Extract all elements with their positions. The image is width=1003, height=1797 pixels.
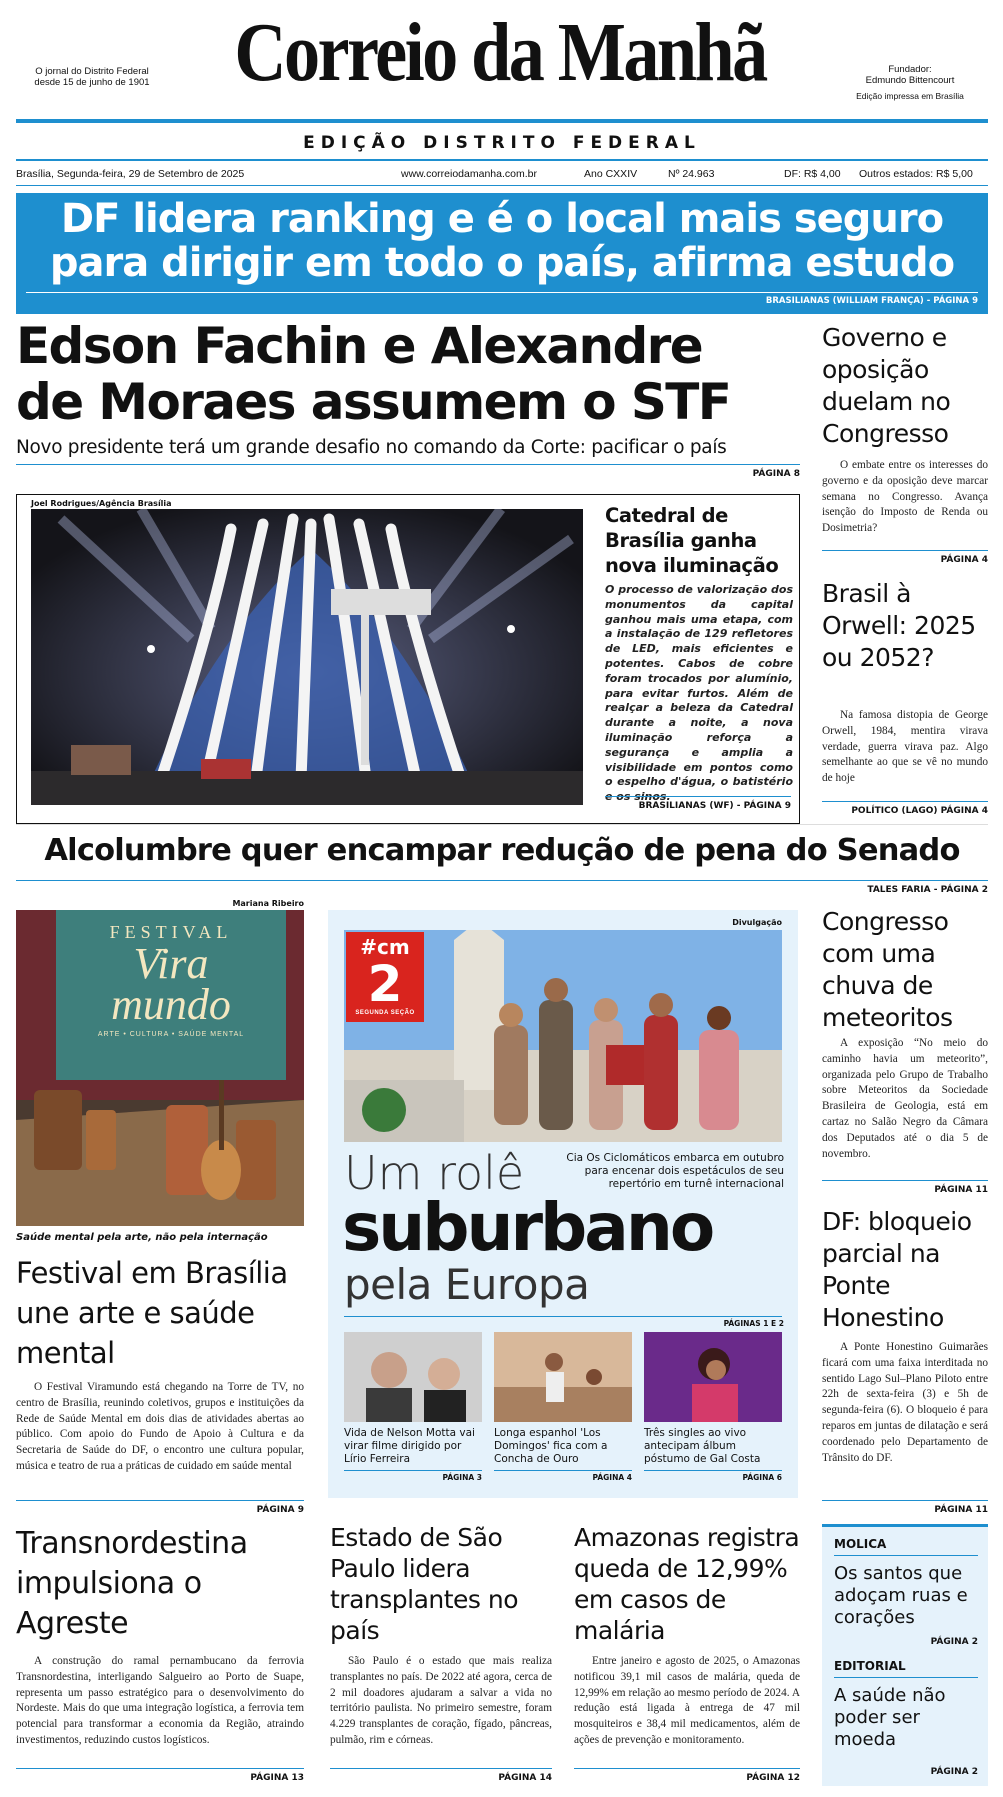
masthead-left-line2: desde 15 de junho de 1901 — [34, 77, 150, 88]
caderno-pages[interactable]: PÁGINAS 1 E 2 — [723, 1319, 784, 1328]
festival-sign-line2: Vira — [133, 939, 209, 988]
caderno-logo[interactable] — [346, 932, 424, 1022]
transplantes-page[interactable]: PÁGINA 14 — [498, 1773, 552, 1783]
transplantes-headline[interactable]: Estado de São Paulo lidera transplantes no país — [330, 1523, 519, 1645]
transnordestina-rule — [16, 1768, 304, 1769]
caderno-logo-tag: #cm — [360, 935, 410, 959]
catedral-image — [31, 509, 583, 805]
festival-headline[interactable]: Festival em Brasília une arte e saúde mental — [16, 1256, 288, 1370]
dateline-year: Ano CXXIV — [584, 168, 638, 180]
lead-rule — [16, 464, 800, 465]
dateline-rule — [16, 185, 988, 186]
caderno-item-1-rule — [344, 1470, 482, 1471]
dateline-number: Nº 24.963 — [668, 168, 715, 180]
editorial-page[interactable]: PÁGINA 2 — [930, 1767, 978, 1777]
alcolumbre-rule — [16, 880, 988, 881]
masthead-left — [22, 66, 162, 88]
caderno-item-3-rule — [644, 1470, 782, 1471]
alcolumbre-top-rule — [16, 824, 988, 825]
governo-rule — [822, 550, 988, 551]
festival-sign-line4: ARTE • CULTURA • SAÚDE MENTAL — [97, 1031, 245, 1038]
banner-headline-line2: para dirigir em todo o país, afirma estudo — [49, 240, 955, 286]
lead-headline[interactable] — [16, 318, 816, 430]
malaria-body: Entre janeiro e agosto de 2025, o Amazonas notificou 39,1 mil casos de malária, queda de 12,99% em relação ao mesmo período de 2024. A redução está ligada à entrega de 47 mil mosquiteiros e 38,4 mil medicamentos, além de ações de prevenção e monitoramento. — [574, 1655, 800, 1746]
dateline-site[interactable]: www.correiodamanha.com.br — [401, 168, 537, 180]
governo-page[interactable]: PÁGINA 4 — [940, 555, 988, 565]
masthead-right-line1: Fundador: — [888, 64, 932, 75]
ponte-headline[interactable]: DF: bloqueio parcial na Ponte Honestino — [822, 1207, 972, 1332]
festival-photo — [16, 910, 304, 1226]
molica-page[interactable]: PÁGINA 2 — [930, 1637, 978, 1647]
newspaper-title[interactable]: Correio da Manhã — [234, 6, 766, 99]
orwell-rule — [822, 801, 988, 802]
catedral-photo — [31, 509, 583, 805]
alcolumbre-headline[interactable]: Alcolumbre quer encampar redução de pena do Senado — [44, 833, 960, 868]
banner-ref: BRASILIANAS (WILLIAM FRANÇA) - PÁGINA 9 — [765, 296, 978, 306]
festival-sign-line1: FESTIVAL — [109, 922, 233, 942]
malaria-rule — [574, 1768, 800, 1769]
meteoritos-page[interactable]: PÁGINA 11 — [934, 1185, 988, 1195]
caderno-item-2-page: PÁGINA 4 — [592, 1473, 632, 1482]
catedral-box[interactable] — [16, 494, 800, 824]
caderno-item-2-rule — [494, 1470, 632, 1471]
catedral-credit: Joel Rodrigues/Agência Brasília — [31, 499, 172, 508]
ponte-rule — [822, 1500, 988, 1501]
caderno-item-1-page: PÁGINA 3 — [442, 1473, 482, 1482]
alcolumbre-page[interactable]: TALES FARIA - PÁGINA 2 — [867, 885, 988, 895]
dateline-date: Brasília, Segunda-feira, 29 de Setembro de 2025 — [16, 168, 245, 180]
dateline — [16, 168, 988, 182]
orwell-body: Na famosa distopia de George Orwell, 1984, mentira virava verdade, guerra virava paz. Algo semelhante ao que se vê no mundo de hoje — [822, 709, 988, 785]
masthead-right-line3: Edição impressa em Brasília — [856, 91, 964, 101]
meteoritos-rule — [822, 1180, 988, 1181]
caderno-item-3-photo — [644, 1332, 782, 1422]
masthead-left-line1: O jornal do Distrito Federal — [35, 66, 149, 77]
ponte-body: A Ponte Honestino Guimarães ficará com uma faixa interditada no sentido Lago Sul–Plano Piloto entre 22h de sexta-feira (3) e 5h de segunda-feira (6). O bloqueio é para reparos em juntas de dilatação e será coordenado pelo Departamento de Trânsito do DF. — [822, 1341, 988, 1464]
transnordestina-body: A construção do ramal pernambucano da ferrovia Transnordestina, interligando Salgueiro ao Porto de Suape, representa um passo estratégico para o desenvolvimento do Nordeste. Mais do que uma integração logística, a ferrovia tem potencial para transformar a economia da Região, atraindo investimentos, reduzindo custos logísticos. — [16, 1655, 304, 1746]
caderno-item-1-text: Vida de Nelson Motta vai virar filme dirigido por Lírio Ferreira — [344, 1427, 475, 1465]
edition-label: EDIÇÃO DISTRITO FEDERAL — [303, 133, 701, 153]
dateline-price-other: Outros estados: R$ 5,00 — [859, 168, 973, 180]
banner-headline-line1: DF lidera ranking e é o local mais seguro — [60, 196, 944, 242]
festival-sign — [56, 910, 286, 1080]
caderno-title-line1: Um rolê — [344, 1146, 525, 1200]
caderno-item-3-text: Três singles ao vivo antecipam álbum póstumo de Gal Costa — [644, 1427, 761, 1465]
orwell-page[interactable]: POLÍTICO (LAGO) PÁGINA 4 — [851, 806, 988, 816]
governo-headline[interactable]: Governo e oposição duelam no Congresso — [822, 323, 951, 448]
meteoritos-headline[interactable]: Congresso com uma chuva de meteoritos — [822, 907, 953, 1032]
ponte-page[interactable]: PÁGINA 11 — [934, 1505, 988, 1515]
catedral-headline: Catedral de Brasília ganha nova iluminação — [605, 504, 779, 577]
malaria-page[interactable]: PÁGINA 12 — [746, 1773, 800, 1783]
festival-body: O Festival Viramundo está chegando na Torre de TV, no centro de Brasília, reunindo coletivos, grupos e instituições da Rede de Saúde Mental em dois dias de atividades abertas ao público. Com apoio do Fundo de Apoio à Cultura e da Secretaria de Saúde do DF, o encontro une cultura popular, música e teatro de rua a práticas de cuidado em saúde mental — [16, 1381, 304, 1472]
caderno-item-2-text: Longa espanhol 'Los Domingos' fica com a Concha de Ouro — [494, 1427, 608, 1465]
masthead-right-line2: Edmundo Bittencourt — [865, 75, 955, 86]
lead-page[interactable]: PÁGINA 8 — [752, 469, 800, 479]
caderno-logo-num: 2 — [367, 955, 403, 1013]
caderno-credit: Divulgação — [732, 918, 782, 927]
caderno-title-line2: suburbano — [342, 1189, 713, 1266]
catedral-page[interactable]: BRASILIANAS (WF) - PÁGINA 9 — [638, 801, 791, 811]
caderno-item-2[interactable] — [494, 1332, 632, 1492]
caderno-kicker: Cia Os Ciclomáticos embarca em outubro para encenar dois espetáculos de seu repertório em turnê internacional — [566, 1152, 784, 1190]
masthead-right — [840, 64, 980, 102]
festival-credit: Mariana Ribeiro — [232, 899, 304, 908]
transplantes-body: São Paulo é o estado que mais realiza transplantes no país. De 2022 até agora, cerca de 2 mil doadores ajudaram a salvar a vida no território paulista. No primeiro semestre, foram 4.229 transplantes de coração, fígado, pâncreas, pulmão, rim e córneas. — [330, 1655, 552, 1746]
masthead-rule — [16, 119, 988, 123]
molica-text[interactable]: Os santos que adoçam ruas e corações — [834, 1563, 968, 1628]
editorial-text[interactable]: A saúde não poder ser moeda — [834, 1685, 946, 1750]
festival-sign-line3: mundo — [111, 980, 231, 1029]
governo-body: O embate entre os interesses do governo e da oposição deve marcar semana no Congresso. Avança isenção do Imposto de Renda ou Dosimetria? — [822, 459, 988, 535]
festival-rule — [16, 1500, 304, 1501]
dateline-price-df: DF: R$ 4,00 — [784, 168, 841, 180]
editorial-rule — [834, 1677, 978, 1678]
caderno-title-line3: pela Europa — [344, 1260, 590, 1309]
transplantes-rule — [330, 1768, 552, 1769]
orwell-headline[interactable]: Brasil à Orwell: 2025 ou 2052? — [822, 579, 976, 672]
banner-story[interactable] — [16, 193, 988, 314]
caderno-box[interactable] — [328, 910, 798, 1498]
lead-headline-line1: Edson Fachin e Alexandre — [16, 317, 703, 375]
lead-headline-line2: de Moraes assumem o STF — [16, 373, 731, 431]
caderno-item-2-photo — [494, 1332, 632, 1422]
transnordestina-headline[interactable]: Transnordestina impulsiona o Agreste — [16, 1526, 248, 1641]
caderno-item-1[interactable] — [344, 1332, 482, 1492]
caderno-item-3[interactable] — [644, 1332, 782, 1492]
festival-instruments — [16, 1060, 304, 1226]
meteoritos-body: A exposição “No meio do caminho havia um meteorito”, organizada pelo Grupo de Trabalho sobre Meteoritos da Sociedade Brasileira de Geologia, está em cartaz no Salão Negro da Câmara dos Deputados até o dia 5 de novembro. — [822, 1037, 988, 1160]
transnordestina-page[interactable]: PÁGINA 13 — [250, 1773, 304, 1783]
caderno-item-1-photo — [344, 1332, 482, 1422]
festival-caption: Saúde mental pela arte, não pela internação — [16, 1232, 268, 1243]
catedral-body: O processo de valorização dos monumentos da capital ganhou mais uma etapa, com a instalação de 129 refletores de LED, mais eficientes e potentes. Cabos de cobre foram trocados por alumínio, para evitar furtos. Além de realçar a beleza da Catedral durante a noite, a nova iluminação reforça a segurança e amplia a visibilidade em pontos como o espelho d'água, o batistério — [605, 583, 793, 789]
edition-rule — [16, 159, 988, 161]
caderno-logo-sub: SEGUNDA SEÇÃO — [355, 1010, 415, 1016]
editorial-label: EDITORIAL — [834, 1659, 906, 1673]
catedral-rule — [605, 796, 791, 797]
sidebox — [822, 1524, 988, 1786]
molica-rule — [834, 1555, 978, 1556]
festival-page[interactable]: PÁGINA 9 — [256, 1505, 304, 1515]
lead-subhead: Novo presidente terá um grande desafio no comando da Corte: pacificar o país — [16, 437, 727, 458]
banner-rule — [26, 292, 978, 293]
caderno-item-3-page: PÁGINA 6 — [742, 1473, 782, 1482]
caderno-rule — [344, 1316, 782, 1317]
malaria-headline[interactable]: Amazonas registra queda de 12,99% em casos de malária — [574, 1523, 800, 1645]
molica-label: MOLICA — [834, 1537, 887, 1551]
